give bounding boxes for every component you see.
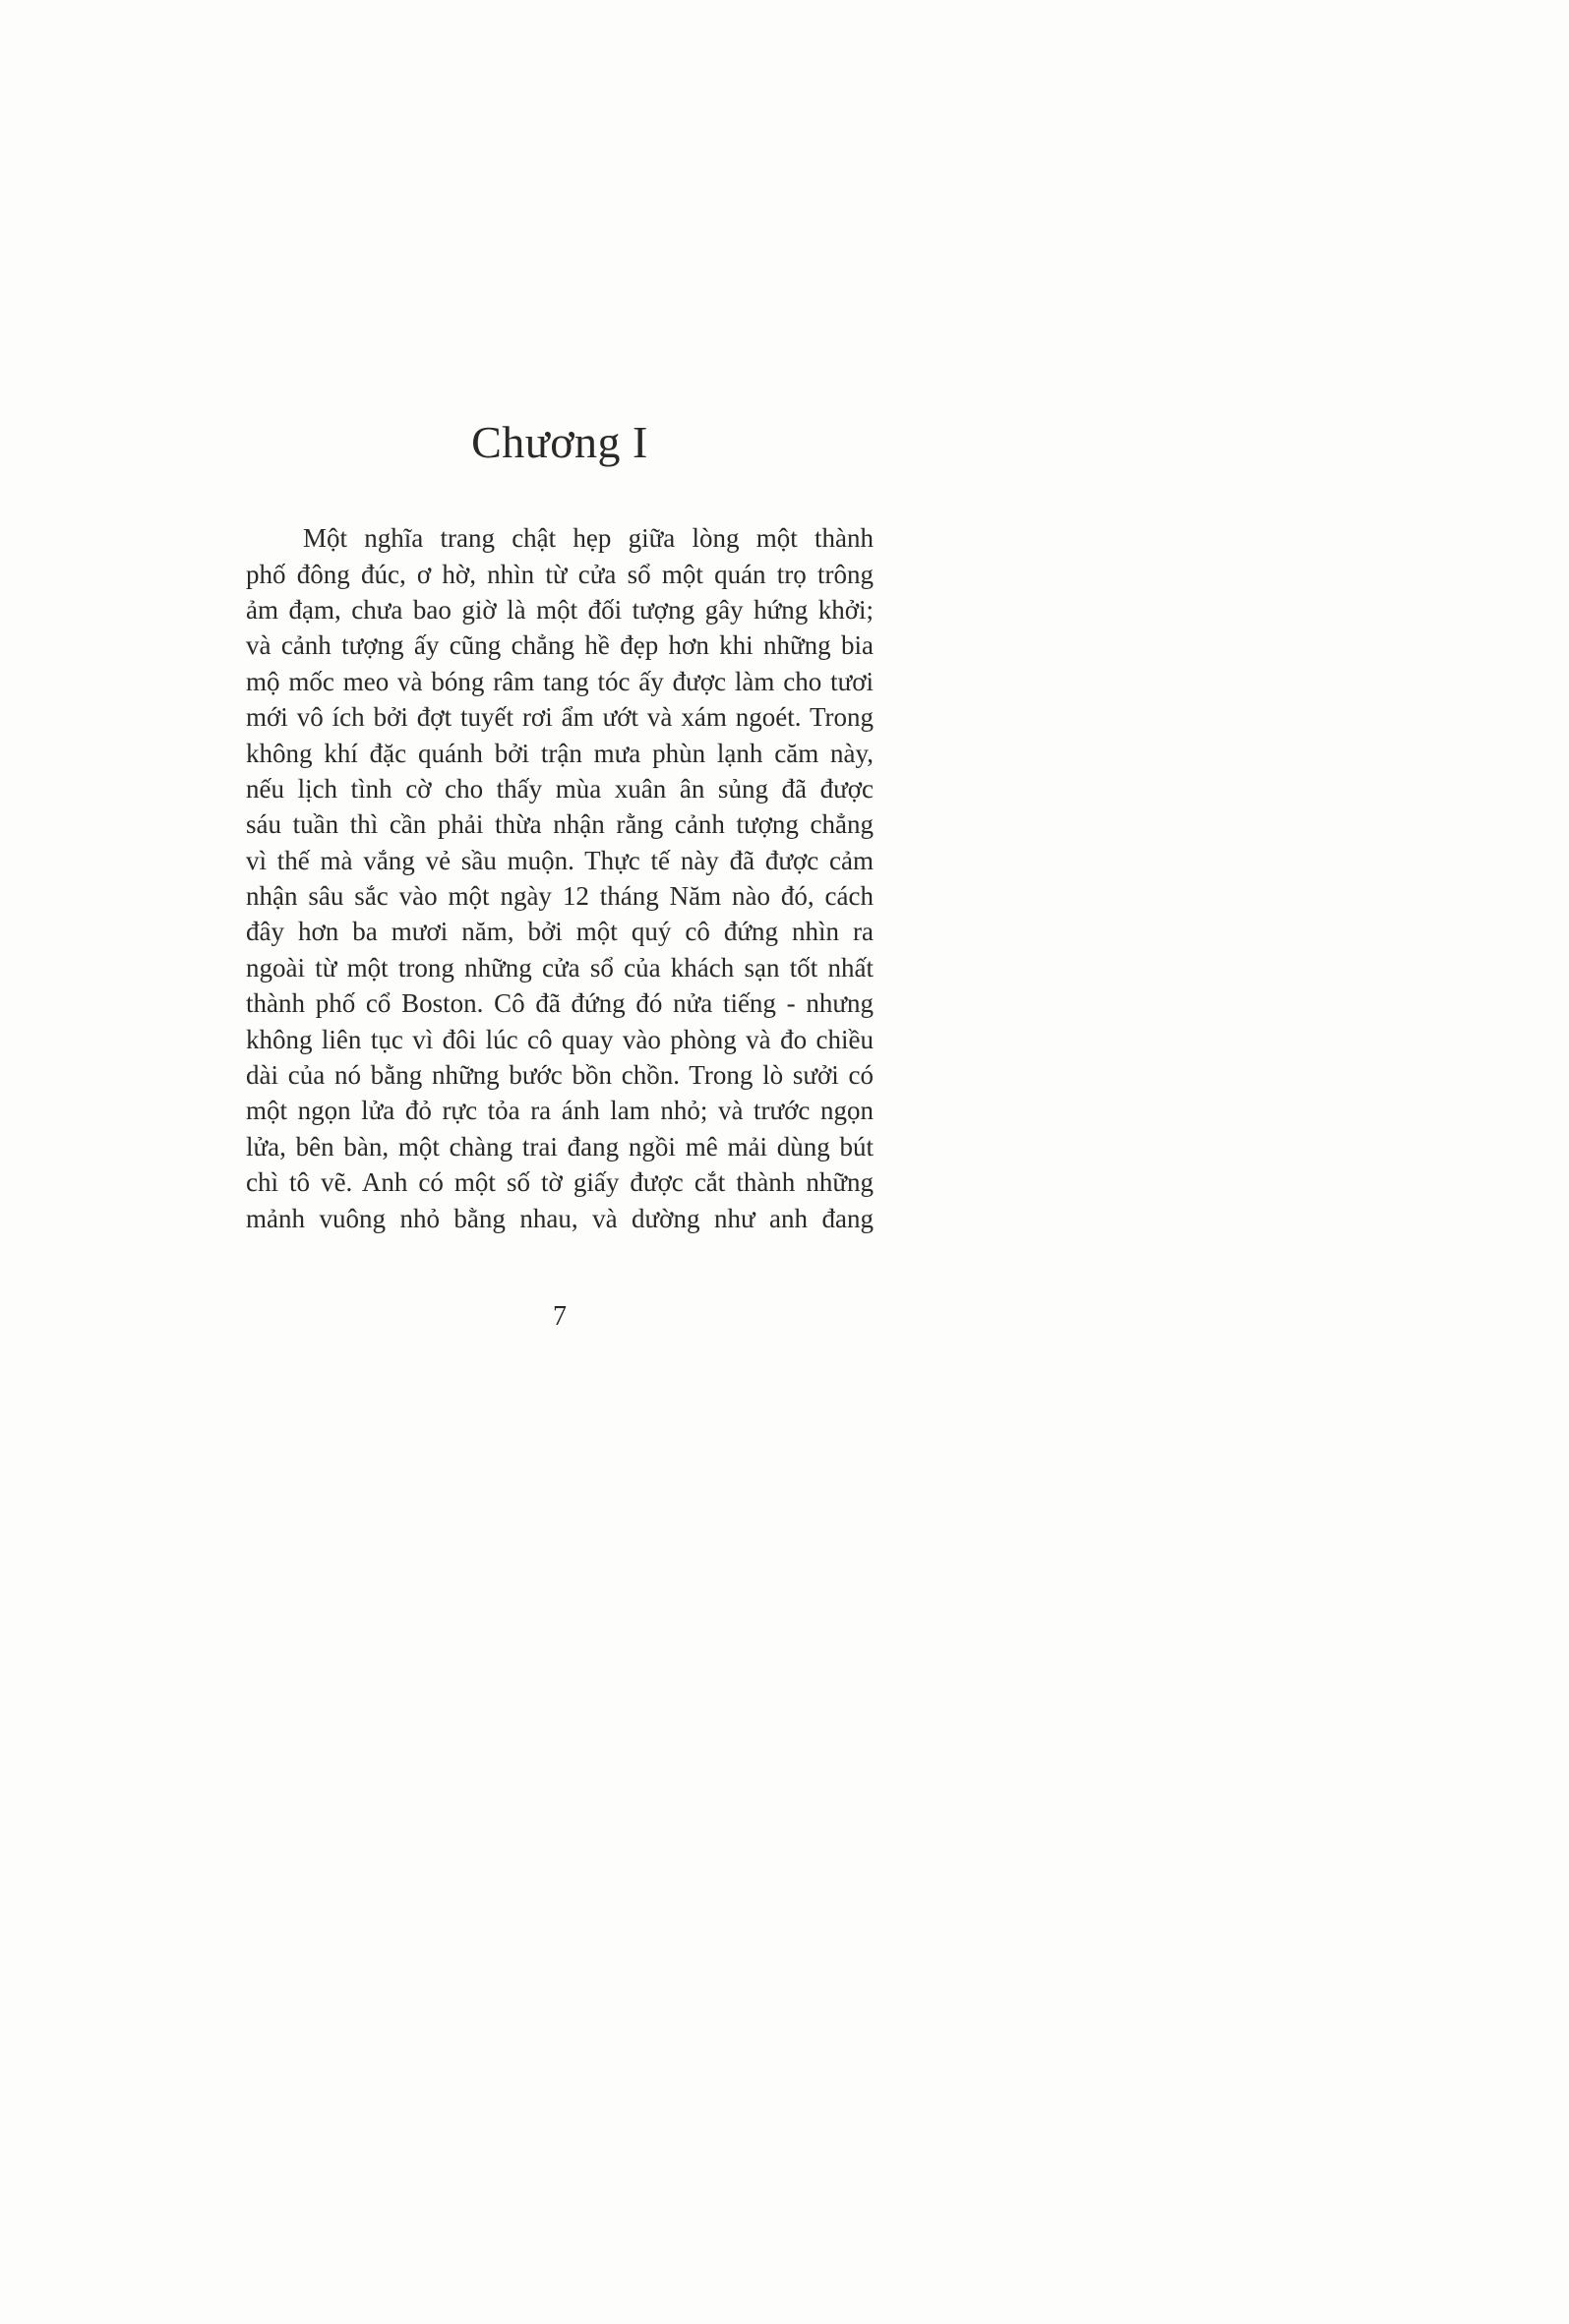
text-line: thành phố cổ Boston. Cô đã đứng đó nửa tiếng - nhưng <box>246 988 874 1019</box>
text-line: phố đông đúc, ơ hờ, nhìn từ cửa sổ một quán trọ trông <box>246 559 874 589</box>
text-line: vì thế mà vắng vẻ sầu muộn. Thực tế này đã được cảm <box>246 845 874 875</box>
page-number: 7 <box>553 1301 567 1332</box>
text-line: đây hơn ba mươi năm, bởi một quý cô đứng nhìn ra <box>246 917 874 947</box>
text-line: không khí đặc quánh bởi trận mưa phùn lạnh căm này, <box>246 738 874 768</box>
text-line: nếu lịch tình cờ cho thấy mùa xuân ân sủng đã được <box>246 773 874 804</box>
text-line: ngoài từ một trong những cửa sổ của khách sạn tốt nhất <box>246 952 874 983</box>
text-line: mộ mốc meo và bóng râm tang tóc ấy được làm cho tươi <box>246 666 874 696</box>
text-line: lửa, bên bàn, một chàng trai đang ngồi mê mải dùng bút <box>246 1131 874 1162</box>
chapter-title: Chương I <box>471 417 648 467</box>
text-line: và cảnh tượng ấy cũng chẳng hề đẹp hơn khi những bia <box>246 630 874 661</box>
text-line: mảnh vuông nhỏ bằng nhau, và dường như anh đang <box>246 1203 874 1233</box>
text-line: nhận sâu sắc vào một ngày 12 tháng Năm nào đó, cách <box>246 881 874 912</box>
text-line: không liên tục vì đôi lúc cô quay vào phòng và đo chiều <box>246 1024 874 1054</box>
content-column <box>246 0 874 1333</box>
text-line: một ngọn lửa đỏ rực tỏa ra ánh lam nhỏ; và trước ngọn <box>246 1096 874 1126</box>
text-line: mới vô ích bởi đợt tuyết rơi ẩm ướt và xám ngoét. Trong <box>246 702 874 733</box>
body-paragraph <box>246 520 874 1236</box>
text-line: chì tô vẽ. Anh có một số tờ giấy được cắt thành những <box>246 1167 874 1198</box>
text-line: Một nghĩa trang chật hẹp giữa lòng một thành <box>303 523 874 554</box>
text-line: sáu tuần thì cần phải thừa nhận rằng cảnh tượng chẳng <box>246 809 874 840</box>
text-line: dài của nó bằng những bước bồn chồn. Trong lò sưởi có <box>246 1060 874 1091</box>
text-line: ảm đạm, chưa bao giờ là một đối tượng gây hứng khởi; <box>246 594 874 625</box>
